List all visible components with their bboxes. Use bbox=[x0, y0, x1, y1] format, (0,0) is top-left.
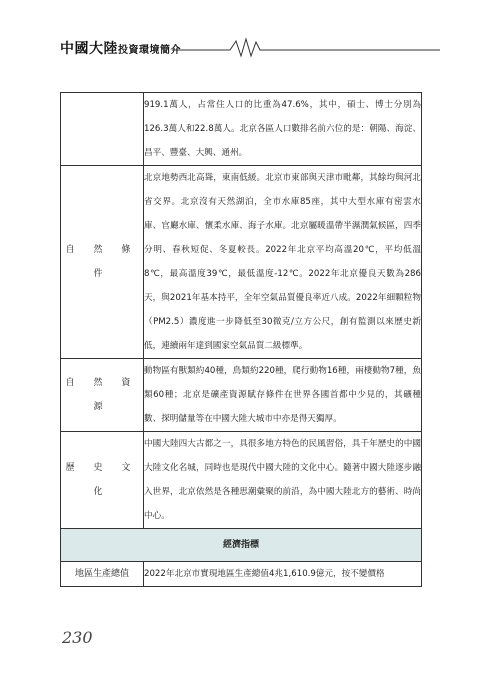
row-label: 自 然 條 件 bbox=[61, 166, 144, 359]
page-header bbox=[60, 36, 440, 58]
page-number: 230 bbox=[62, 628, 93, 647]
table-row bbox=[61, 432, 422, 529]
row-label bbox=[61, 93, 144, 166]
row-content bbox=[144, 562, 422, 587]
row-text: 動物區有獸類約40種，鳥類約220種，爬行動物16種，兩棲動物7種，魚類60種；北京是礦產資源賦存條件在世界各國首都中少見的，其礦種數、探明儲量等在中國大陸大城市中亦是得天獨厚。 bbox=[144, 366, 421, 424]
row-label: 地區生產總值 bbox=[61, 562, 144, 587]
header-title-sub: 投資環境簡介 bbox=[118, 45, 181, 56]
row-label: 自 然 資 源 bbox=[61, 359, 144, 432]
table-row bbox=[61, 166, 422, 359]
section-title: 經濟指標 bbox=[61, 529, 422, 562]
row-content bbox=[144, 359, 422, 432]
row-text: 北京地勢西北高聳，東南低緩。北京市東部與天津市毗鄰，其餘均與河北省交界。北京沒有天然湖泊，全市水庫85座，其中大型水庫有密雲水庫、官廳水庫、懷柔水庫、海子水庫。北京屬暖溫帶半濕潤氣候區，四季分明、春秋短促、冬夏較長。2022年北京平均高溫20℃，平均低溫8℃，最高溫度39℃，最低溫度-12℃。2022年北京優良天數為286天，與2021年基本持平，全年空氣品質優良率近八成。2022年細顆粒物（PM2.5）濃度進一步降低至30微克/立方公尺，創有監測以來歷史新低，連續兩年達到國家空氣品質二級標準。 bbox=[144, 173, 421, 351]
row-content bbox=[144, 432, 422, 529]
row-text: 2022年北京市實現地區生產總值4兆1,610.9億元，按不變價格 bbox=[144, 569, 385, 579]
row-label: 歷 史 文 化 bbox=[61, 432, 144, 529]
table-row bbox=[61, 562, 422, 587]
header-title bbox=[60, 38, 181, 58]
row-text: 中國大陸四大古都之一，具很多地方特色的民風習俗，具千年歷史的中國大陸文化名城，同時也是現代中國大陸的文化中心。隨著中國大陸逐步融入世界，北京依然是各種思潮彙聚的前沿，為中國大陸北方的藝術、時尚中心。 bbox=[144, 439, 421, 521]
table-row bbox=[61, 93, 422, 166]
section-header-row bbox=[61, 529, 422, 562]
table-row bbox=[61, 359, 422, 432]
header-title-main: 中國大陸 bbox=[60, 41, 118, 57]
info-table bbox=[60, 92, 422, 587]
row-content bbox=[144, 166, 422, 359]
row-text: 919.1萬人，占常住人口的比重為47.6%，其中，碩士、博士分別為126.3萬人和22.8萬人。北京各區人口數排名前六位的是：朝陽、海淀、昌平、豐臺、大興、通州。 bbox=[144, 100, 421, 158]
row-content bbox=[144, 93, 422, 166]
